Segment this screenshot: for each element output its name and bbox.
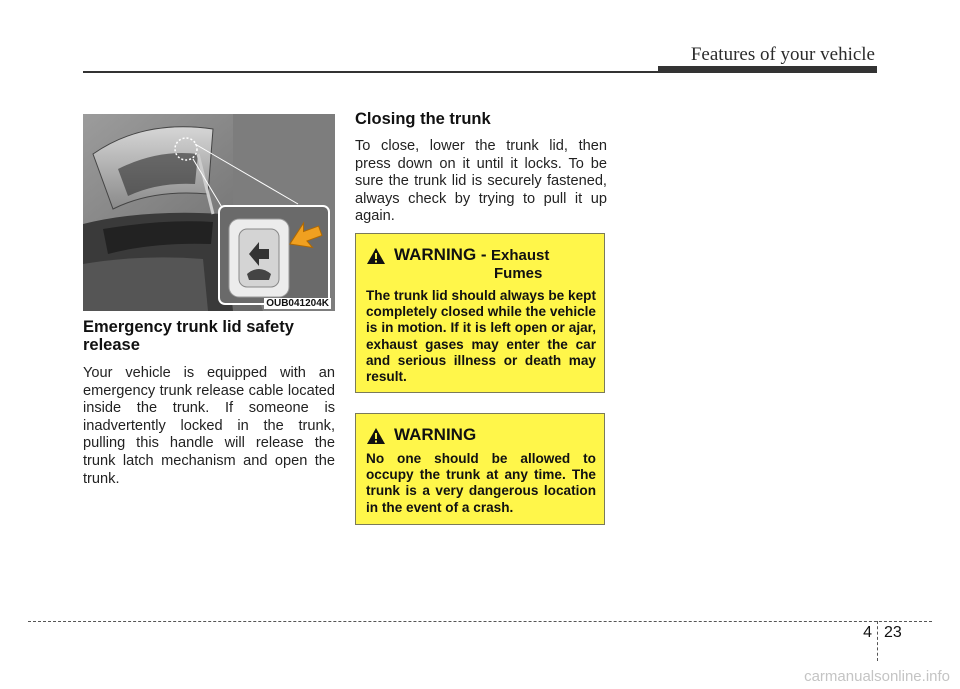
warning-triangle-icon [366,427,386,445]
page-section-number: 4 [863,624,872,641]
figure-code: OUB041204K [266,298,329,309]
warning-text: No one should be allowed to occupy the trunk at any time. The trunk is a very dangerous location in the event of a crash. [366,451,596,515]
footer-divider [877,621,878,661]
header-rule [83,71,660,73]
trunk-release-figure [83,114,335,311]
closing-section [355,110,607,226]
warning-subtitle-line2: Fumes [494,265,543,282]
header-title: Features of your vehicle [690,44,875,65]
warning-title: WARNING [394,425,477,444]
watermark-text: carmanualsonline.info [804,668,950,685]
page-number: 23 [884,624,902,641]
warning-text: The trunk lid should always be kept completely closed while the vehicle is in motion. If it is left open or ajar, exhaust gases may enter the car and serious illness or death may result. [366,288,596,385]
closing-body: To close, lower the trunk lid, then press down on it until it locks. To be sure the trunk lid is securely fastened, always check by trying to pull it up again. [355,138,607,225]
closing-heading: Closing the trunk [355,110,491,128]
warning-box-exhaust [355,233,605,393]
header-rule-thick [658,66,877,73]
warning-triangle-icon [366,247,386,265]
emergency-release-body: Your vehicle is equipped with an emergency trunk release cable located inside the trunk. If someone is inadvertently locked in the trunk, pulling this handle will release the trunk latch mechanism and open the trunk. [83,365,335,487]
emergency-release-heading: Emergency trunk lid safety release [83,318,294,354]
warning-subtitle-line1: Exhaust [491,247,550,264]
trunk-illustration [83,114,335,311]
emergency-release-section [83,318,335,488]
warning-title: WARNING - [394,245,487,264]
warning-box-occupancy [355,413,605,525]
footer-rule [28,621,932,622]
